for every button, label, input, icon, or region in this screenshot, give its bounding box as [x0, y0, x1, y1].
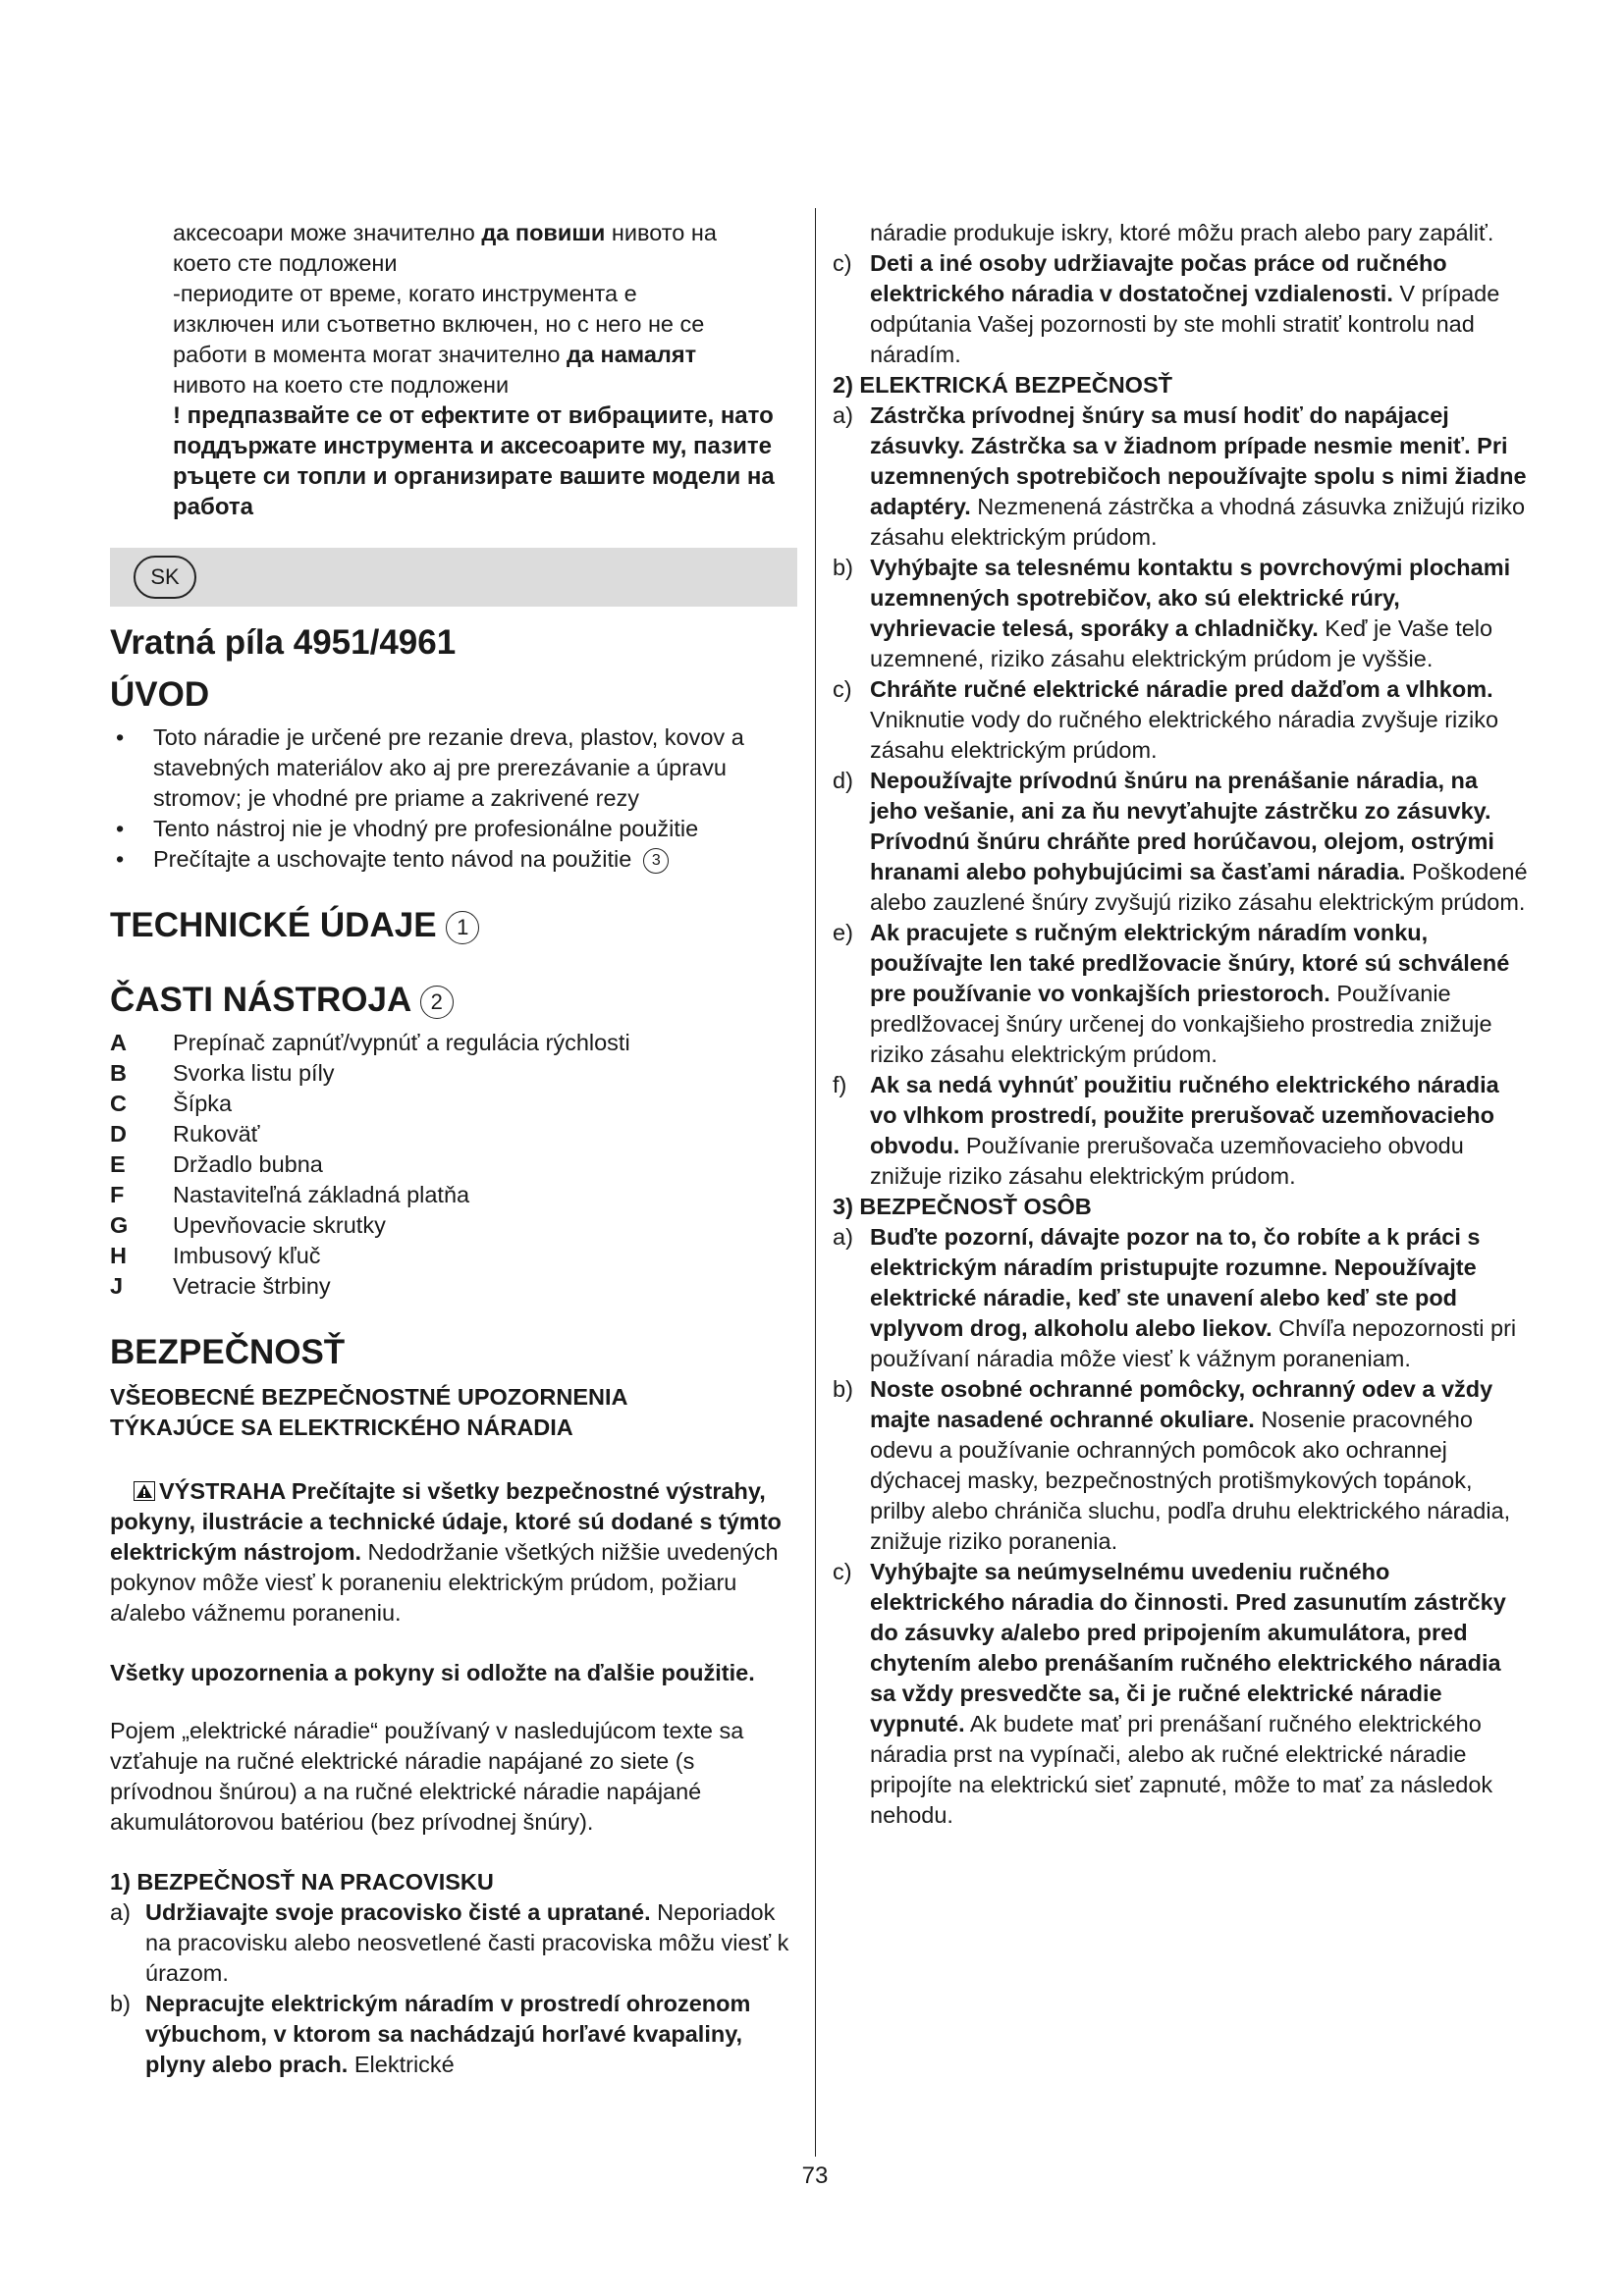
- language-badge: SK: [134, 556, 196, 599]
- personal-item-c: c) Vyhýbajte sa neúmyselnému uvedeniu ručného elektrického náradia do činnosti. Pred zasunutím zástrčky do zásuvky a/alebo pred pripojením akumulátora, pred chytením alebo prenášaním ručného elektrického náradia sa vždy presvedčte sa, či je ručné elektrické náradie vypnuté. Ak budete mať pri prenášaní ručného elektrického náradia prst na vypínači, alebo ak ručné elektrické náradie pripojíte na elektrickú sieť zapnuté, môže to mať za následok nehodu.: [833, 1559, 1506, 1828]
- work-area-heading: 1) BEZPEČNOSŤ NA PRACOVISKU: [110, 1869, 494, 1895]
- parts-heading: ČASTI NÁSTROJA 2: [110, 977, 797, 1024]
- electrical-item-e: e) Ak pracujete s ručným elektrickým náradím vonku, používajte len také predlžovacie šnúry, ktoré sú schválené pre používanie vo vonkajších priestoroch. Používanie predlžovacej šnúry určenej do vonkajšieho prostredia znižuje riziko zásahu elektrickým prúdom.: [833, 920, 1510, 1067]
- figure-ref-1: 1: [446, 911, 479, 944]
- part-row: F Nastaviteľná základná platňa: [110, 1182, 470, 1207]
- part-row: J Vetracie štrbiny: [110, 1273, 331, 1299]
- safety-subheading-2: TÝKAJÚCE SA ELEKTRICKÉHO NÁRADIA: [110, 1415, 573, 1440]
- warning-paragraph: VÝSTRAHA Prečítajte si všetky bezpečnostné výstrahy, pokyny, ilustrácie a technické údaje, ktoré sú dodané s týmto elektrickým nástrojom. Nedodržanie všetkých nižšie uvedených pokynov môže viesť k poraneniu elektrickým prúdom, požiaru a/alebo vážnemu poraneniu.: [110, 1478, 782, 1626]
- bg-line-6: нивото на което сте подложени: [173, 372, 510, 398]
- electrical-item-f: f) Ak sa nedá vyhnúť použitiu ručného elektrického náradia vo vlhkom prostredí, použite prerušovač uzemňovacieho obvodu. Používanie prerušovača uzemňovacieho obvodu znižuje riziko zásahu elektrickým prúdom.: [833, 1072, 1499, 1189]
- bg-warning: ! предпазвайте се от ефектите от вибрациите, нато поддържате инструмента и аксесоарите му, пазите ръцете си топли и организирате вашите модели на работа: [173, 402, 775, 520]
- uvod-list: [110, 722, 797, 875]
- parts-list: [110, 1028, 797, 1302]
- part-row: D Rukoväť: [110, 1121, 260, 1147]
- work-area-item-b: b) Nepracujte elektrickým náradím v prostredí ohrozenom výbuchom, v ktorom sa nachádzajú horľavé kvapaliny, plyny alebo prach. Elektrické: [110, 1991, 751, 2077]
- right-column: [833, 218, 1530, 1831]
- part-row: B Svorka listu píly: [110, 1060, 335, 1086]
- work-area-item-c: c) Deti a iné osoby udržiavajte počas práce od ručného elektrického náradia v dostatočnej vzdialenosti. V prípade odpútania Vašej pozornosti by ste mohli stratiť kontrolu nad náradím.: [833, 250, 1500, 367]
- electrical-item-a: a) Zástrčka prívodnej šnúry sa musí hodiť do napájacej zásuvky. Zástrčka sa v žiadnom prípade nesmie meniť. Pri uzemnených spotrebičoch nepoužívajte spolu s nimi žiadne adaptéry. Nezmenená zástrčka a vhodná zásuvka znižujú riziko zásahu elektrickým prúdom.: [833, 402, 1527, 550]
- electrical-heading: 2) ELEKTRICKÁ BEZPEČNOSŤ: [833, 372, 1172, 398]
- page-number: 73: [801, 2163, 829, 2189]
- uvod-bullet-2: • Tento nástroj nie je vhodný pre profesionálne použitie: [110, 814, 797, 844]
- part-row: H Imbusový kľuč: [110, 1243, 321, 1268]
- bg-line-4: изключен или съответно включен, но с него не се: [173, 311, 705, 337]
- warning-triangle-icon: [134, 1481, 155, 1501]
- uvod-bullet-1: • Toto náradie je určené pre rezanie dreva, plastov, kovov a stavebných materiálov ako aj pre prerezávanie a úpravu stromov; je vhodné pre priame a zakrivené rezy: [110, 722, 797, 814]
- figure-ref-3: 3: [643, 848, 669, 874]
- keep-instructions: Všetky upozornenia a pokyny si odložte na ďalšie použitie.: [110, 1660, 755, 1685]
- work-area-item-b-continued: náradie produkuje iskry, ktoré môžu prach alebo pary zapáliť.: [870, 220, 1494, 245]
- part-row: C Šípka: [110, 1091, 233, 1116]
- personal-heading: 3) BEZPEČNOSŤ OSÔB: [833, 1194, 1092, 1219]
- column-divider: [815, 208, 816, 2157]
- electrical-item-b: b) Vyhýbajte sa telesnému kontaktu s povrchovými plochami uzemnených spotrebičov, ako sú elektrické rúry, vyhrievacie telesá, sporáky a chladničky. Keď je Vaše telo uzemnené, riziko zásahu elektrickým prúdom je vyššie.: [833, 555, 1511, 671]
- electrical-item-d: d) Nepoužívajte prívodnú šnúru na prenášanie náradia, na jeho vešanie, ani za ňu nevyťahujte zástrčku zo zásuvky. Prívodnú šnúru chráňte pred horúčavou, olejom, ostrými hranami alebo pohybujúcimi sa časťami náradia. Poškodené alebo zauzlené šnúry zvyšujú riziko zásahu elektrickým prúdom.: [833, 768, 1528, 915]
- left-column: [110, 218, 797, 2080]
- figure-ref-2: 2: [420, 986, 454, 1019]
- safety-subheading-1: VŠEOBECNÉ BEZPEČNOSTNÉ UPOZORNENIA: [110, 1384, 628, 1410]
- bg-line-1: аксесоари може значително да повиши нивото на: [173, 220, 717, 245]
- uvod-heading: ÚVOD: [110, 675, 210, 714]
- personal-item-a: a) Buďte pozorní, dávajte pozor na to, čo robíte a k práci s elektrickým náradím pristupujte rozumne. Nepoužívajte elektrické náradie, keď ste unavení alebo keď ste pod vplyvom drog, alkoholu alebo liekov. Chvíľa nepozornosti pri používaní náradia môže viesť k vážnym poraneniam.: [833, 1224, 1517, 1371]
- safety-heading: BEZPEČNOSŤ: [110, 1333, 346, 1371]
- bg-line-5: работи в момента могат значително да намалят: [173, 342, 697, 367]
- document-title: Vratná píla 4951/4961: [110, 623, 457, 662]
- bg-line-2: което сте подложени: [173, 250, 398, 276]
- electrical-item-c: c) Chráňte ručné elektrické náradie pred dažďom a vlhkom. Vniknutie vody do ručného elektrického náradia zvyšuje riziko zásahu elektrickým prúdom.: [833, 676, 1499, 763]
- term-definition: Pojem „elektrické náradie“ používaný v nasledujúcom texte sa vzťahuje na ručné elektrické náradie napájané zo siete (s prívodnou šnúrou) a na ručné elektrické náradie napájané akumulátorovou batériou (bez prívodnej šnúry).: [110, 1718, 744, 1835]
- language-bar: [110, 548, 797, 607]
- part-row: G Upevňovacie skrutky: [110, 1212, 386, 1238]
- personal-item-b: b) Noste osobné ochranné pomôcky, ochranný odev a vždy majte nasadené ochranné okuliare. Nosenie pracovného odevu a používanie ochranných pomôcok ako ochrannej dýchacej masky, bezpečnostných protišmykových topánok, prilby alebo chrániča sluchu, podľa druhu elektrického náradia, znižuje riziko poranenia.: [833, 1376, 1511, 1554]
- bg-line-3: -периодите от време, когато инструмента е: [173, 281, 637, 306]
- tech-heading: TECHNICKÉ ÚDAJE 1: [110, 902, 797, 949]
- work-area-item-a: a) Udržiavajte svoje pracovisko čisté a upratané. Neporiadok na pracovisku alebo neosvetlené časti pracoviska môžu viesť k úrazom.: [110, 1899, 789, 1986]
- uvod-bullet-3: • Prečítajte a uschovajte tento návod na použitie 3: [110, 844, 797, 875]
- part-row: A Prepínač zapnúť/vypnúť a regulácia rýchlosti: [110, 1030, 630, 1055]
- bulgarian-vibration-text: [110, 218, 797, 400]
- part-row: E Držadlo bubna: [110, 1151, 323, 1177]
